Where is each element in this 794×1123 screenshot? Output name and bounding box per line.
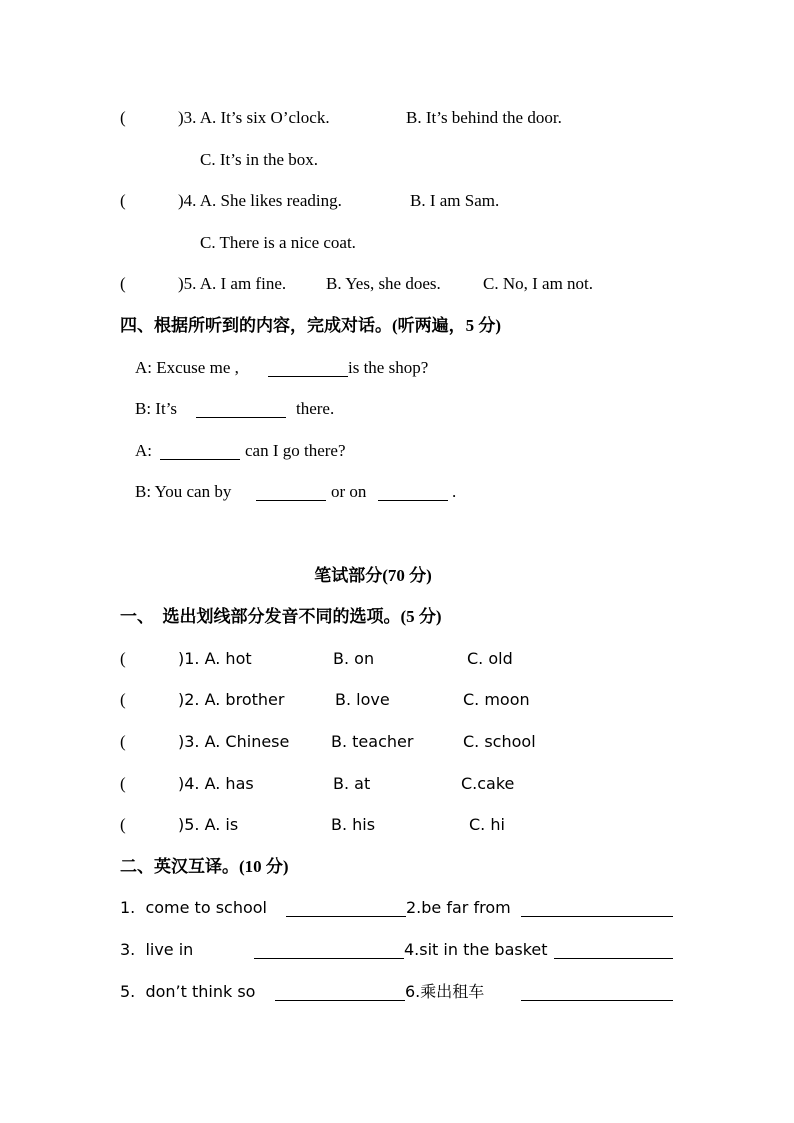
dialogue-text: . (452, 482, 457, 501)
fill-blank[interactable] (268, 358, 348, 377)
answer-blank[interactable] (521, 898, 673, 917)
answer-paren[interactable]: ( (120, 774, 126, 793)
option-b: B. I am Sam. (410, 191, 500, 210)
answer-blank[interactable] (554, 940, 673, 959)
section-4-heading: 四、根据所听到的内容，完成对话。(听两遍，5 分) (120, 316, 502, 335)
question-number-option-a: )5. A. I am fine. (178, 274, 287, 293)
answer-blank[interactable] (275, 982, 405, 1001)
option-b: B. love (335, 690, 390, 709)
option-c: C. moon (463, 690, 530, 709)
translation-prompt: 4.sit in the basket (404, 940, 548, 959)
dialogue-text: B: You can by (135, 482, 232, 501)
fill-blank[interactable] (378, 482, 448, 501)
option-c: C. old (467, 649, 513, 668)
written-section-2-heading: 二、英汉互译。(10 分) (120, 857, 289, 876)
question-number-option-a: )4. A. has (178, 774, 254, 793)
written-part-title: 笔试部分(70 分) (314, 566, 432, 585)
question-number-option-a: )2. A. brother (178, 690, 285, 709)
option-c: C. No, I am not. (483, 274, 594, 293)
option-b: B. Yes, she does. (326, 274, 441, 293)
option-c: C.cake (461, 774, 515, 793)
answer-paren[interactable]: ( (120, 274, 126, 293)
listening-question-4-option-c-line (0, 233, 356, 273)
question-number-option-a: )4. A. She likes reading. (178, 191, 342, 210)
listening-question-3-option-c-line (0, 150, 319, 190)
question-number-option-a: )3. A. Chinese (178, 732, 290, 751)
translation-prompt: 2.be far from (406, 898, 511, 917)
option-c: C. There is a nice coat. (200, 233, 356, 252)
translation-prompt: 1. come to school (120, 898, 267, 917)
option-c: C. It’s in the box. (200, 150, 319, 169)
answer-paren[interactable]: ( (120, 732, 126, 751)
fill-blank[interactable] (256, 482, 326, 501)
option-b: B. at (333, 774, 371, 793)
option-b: B. teacher (331, 732, 414, 751)
question-number-option-a: )3. A. It’s six O’clock. (178, 108, 330, 127)
dialogue-text: there. (296, 399, 335, 418)
dialogue-text: A: Excuse me , (135, 358, 239, 377)
translation-prompt: 5. don’t think so (120, 982, 256, 1001)
dialogue-text: or on (331, 482, 367, 501)
translation-prompt: 6.乘出租车 (405, 982, 485, 1001)
dialogue-text: is the shop? (348, 358, 429, 377)
option-b: B. on (333, 649, 375, 668)
option-c: C. school (463, 732, 536, 751)
dialogue-text: can I go there? (245, 441, 346, 460)
translation-row-3 (0, 982, 485, 1082)
dialogue-text: B: It’s (135, 399, 178, 418)
translation-prompt: 3. live in (120, 940, 194, 959)
answer-paren[interactable]: ( (120, 191, 126, 210)
answer-blank[interactable] (254, 940, 404, 959)
option-b: B. his (331, 815, 376, 834)
question-number-option-a: )5. A. is (178, 815, 239, 834)
dialogue-text: A: (135, 441, 152, 460)
answer-paren[interactable]: ( (120, 690, 126, 709)
question-number-option-a: )1. A. hot (178, 649, 252, 668)
option-c: C. hi (469, 815, 505, 834)
answer-blank[interactable] (521, 982, 673, 1001)
answer-paren[interactable]: ( (120, 649, 126, 668)
fill-blank[interactable] (196, 399, 286, 418)
answer-paren[interactable]: ( (120, 108, 126, 127)
answer-blank[interactable] (286, 898, 406, 917)
written-section-1-heading: 一、 选出划线部分发音不同的选项。(5 分) (120, 607, 442, 626)
answer-paren[interactable]: ( (120, 815, 126, 834)
fill-blank[interactable] (160, 441, 240, 460)
option-b: B. It’s behind the door. (406, 108, 562, 127)
